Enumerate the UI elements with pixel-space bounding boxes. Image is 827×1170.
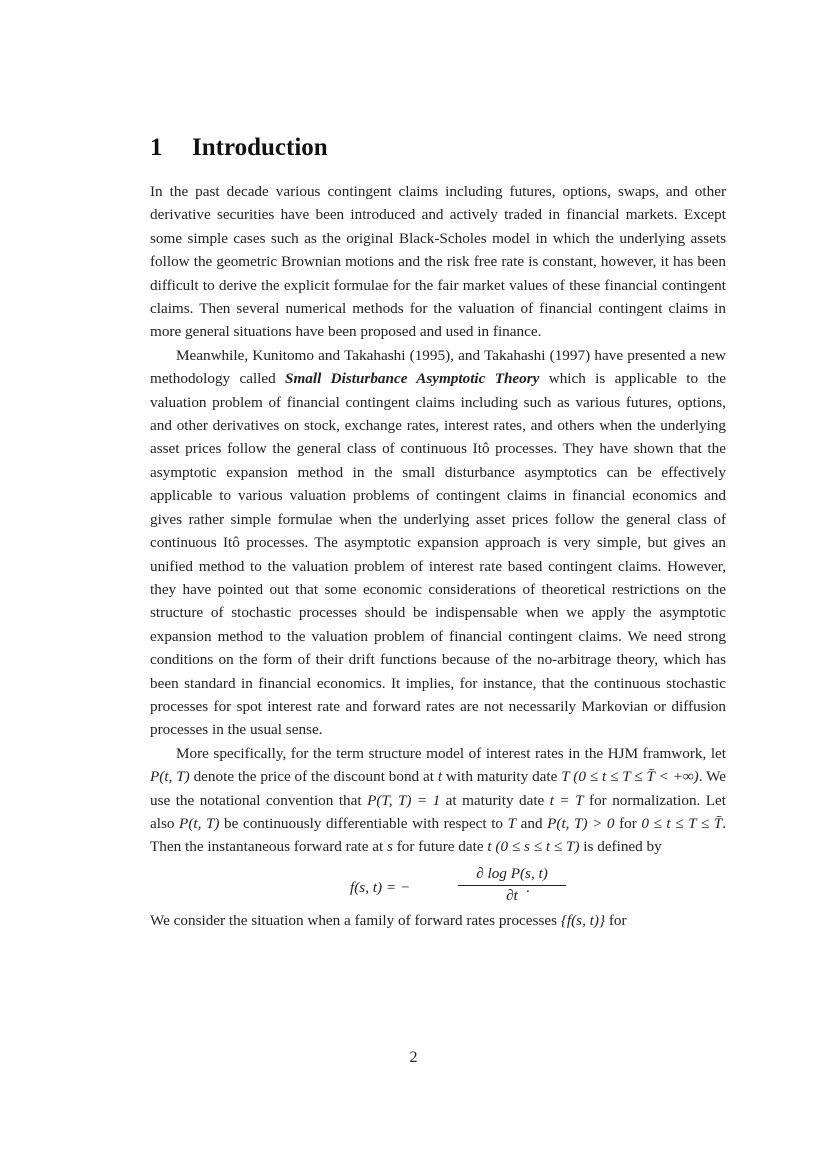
equation-period: . xyxy=(526,878,530,896)
inline-math: s xyxy=(387,838,393,856)
paragraph-3-text-a: More specifically, for the term structure model of interest rates in the HJM framwork, let xyxy=(176,744,726,762)
paragraph-3-text-d: . We use the notational convention that xyxy=(150,768,726,809)
inline-math: T xyxy=(507,814,517,832)
paragraph-3 xyxy=(150,742,726,859)
section-heading xyxy=(150,134,328,162)
paragraph-2-text-a: Meanwhile, Kunitomo and Takahashi (1995), and Takahashi (1997) have presented a new methodology called xyxy=(150,346,726,388)
inline-math: 0 ≤ t ≤ T ≤ T̄ xyxy=(641,814,723,832)
page-number: 2 xyxy=(409,1049,418,1066)
paragraph-3-text-e: at maturity date xyxy=(440,791,550,809)
section-number: 1 xyxy=(150,134,163,161)
paragraph-3-text-g: be continuously differentiable with respect to xyxy=(219,814,508,832)
body-text xyxy=(150,180,726,932)
paragraph-4 xyxy=(150,909,726,932)
paragraph-3-text-j: . Then the instantaneous forward rate at xyxy=(150,814,726,856)
paragraph-4-text-a: We consider the situation when a family of forward rates processes xyxy=(150,911,561,929)
emphasized-term: Small Disturbance Asymptotic Theory xyxy=(285,370,540,388)
display-equation xyxy=(150,865,726,905)
paragraph-2-text-b: which is applicable to the valuation problem of financial contingent claims including such as various futures, options, and other derivatives on stock, exchange rates, interest rates, and others when the underlying asset prices follow the general class of continuous Itô processes. They have shown that the asymptotic expansion method in the small disturbance asymptotics can be effectively applicable to various valuation problems of contingent claims in financial economics and gives rather simple formulae when the underlying asset prices follow the general class of continuous Itô processes. The asymptotic expansion approach is very simple, but gives an unified method to the valuation problem of interest rate based contingent claims. However, they have pointed out that some economic considerations of theoretical restrictions on the structure of stochastic processes should be indispensable when we apply the asymptotic expansion method to the valuation problem of financial contingent claims. We need strong conditions on the form of their drift functions because of the no-arbitrage theory, which has been standard in financial economics. It implies, for instance, that the continuous stochastic processes for spot interest rate and forward rates are not necessarily Markovian or diffusion processes in the usual sense. xyxy=(150,370,726,739)
inline-math: P(t, T) > 0 xyxy=(547,814,615,832)
inline-math: t xyxy=(437,768,443,786)
inline-math: P(t, T) xyxy=(179,814,220,832)
paragraph-3-text-c: with maturity date xyxy=(442,768,562,786)
paragraph-3-text-l: is defined by xyxy=(579,838,662,856)
inline-math: t (0 ≤ s ≤ t ≤ T) xyxy=(487,838,580,856)
section-title: Introduction xyxy=(192,134,328,161)
paragraph-3-text-f: for normalization. Let also xyxy=(150,791,727,832)
inline-math: T (0 ≤ t ≤ T ≤ T̄ < +∞) xyxy=(561,768,699,786)
paragraph-3-text-b: denote the price of the discount bond at xyxy=(189,768,438,786)
inline-math: P(t, T) xyxy=(150,768,190,786)
equation-fraction xyxy=(458,865,566,905)
paragraph-1 xyxy=(150,180,726,344)
inline-math: {f(s, t)} xyxy=(560,911,606,929)
paragraph-3-text-k: for future date xyxy=(392,838,488,856)
paragraph-3-text-i: for xyxy=(614,814,642,832)
inline-math: t = T xyxy=(549,791,584,809)
inline-math: P(T, T) = 1 xyxy=(367,791,441,809)
paragraph-4-text-b: for xyxy=(605,911,627,929)
paragraph-1-text: In the past decade various contingent claims including futures, options, swaps, and other derivative securities have been introduced and actively traded in financial markets. Except some simple cases such as the original Black-Scholes model in which the underlying assets follow the geometric Brownian motions and the risk free rate is constant, however, it has been difficult to derive the explicit formulae for the fair market values of these financial contingent claims. Then several numerical methods for the valuation of financial contingent claims in more general situations have been proposed and used in finance. xyxy=(150,183,726,341)
equation-lhs: f(s, t) = − xyxy=(350,878,411,896)
paragraph-3-text-h: and xyxy=(516,814,548,832)
equation-denominator: ∂t xyxy=(506,886,518,904)
equation-numerator: ∂ log P(s, t) xyxy=(458,865,566,886)
paragraph-2 xyxy=(150,344,726,742)
